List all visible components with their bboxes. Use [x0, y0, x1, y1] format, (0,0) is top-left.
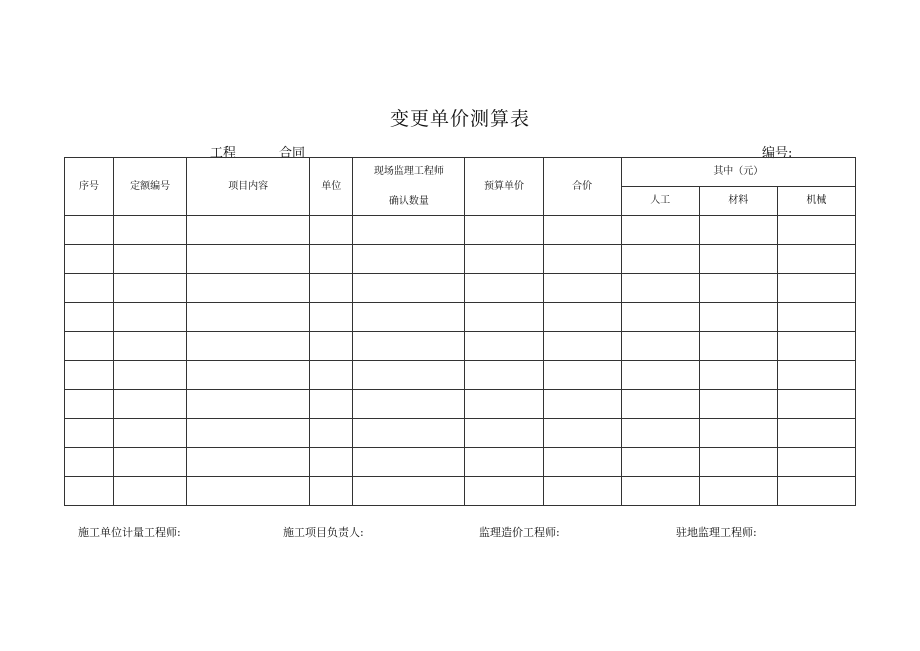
table-cell[interactable]	[699, 361, 777, 390]
table-cell[interactable]	[187, 477, 310, 506]
table-row	[65, 332, 856, 361]
table-row	[65, 419, 856, 448]
table-cell[interactable]	[310, 419, 353, 448]
unit-price-table	[64, 157, 856, 506]
table-cell[interactable]	[621, 448, 699, 477]
table-row	[65, 274, 856, 303]
table-cell[interactable]	[465, 274, 543, 303]
table-cell[interactable]	[543, 274, 621, 303]
header-labor: 人工	[621, 187, 699, 216]
contract-label: 合同	[279, 146, 306, 161]
table-cell[interactable]	[353, 419, 465, 448]
table-cell[interactable]	[465, 332, 543, 361]
table-cell[interactable]	[543, 332, 621, 361]
table-cell[interactable]	[353, 448, 465, 477]
header-breakdown: 其中（元）	[621, 158, 855, 187]
table-cell[interactable]	[465, 419, 543, 448]
table-cell[interactable]	[65, 332, 114, 361]
table-cell[interactable]	[699, 303, 777, 332]
table-cell[interactable]	[114, 332, 187, 361]
table-cell[interactable]	[65, 448, 114, 477]
table-cell[interactable]	[777, 216, 855, 245]
table-row	[65, 477, 856, 506]
table-cell[interactable]	[543, 390, 621, 419]
table-cell[interactable]	[699, 245, 777, 274]
table-cell[interactable]	[777, 419, 855, 448]
table-cell[interactable]	[187, 303, 310, 332]
table-cell[interactable]	[353, 274, 465, 303]
header-confirm-line1: 现场监理工程师	[373, 165, 444, 177]
table-cell[interactable]	[187, 216, 310, 245]
table-cell[interactable]	[310, 303, 353, 332]
table-cell[interactable]	[699, 390, 777, 419]
table-row	[65, 361, 856, 390]
header-budget-price: 预算单价	[465, 158, 543, 216]
table-cell[interactable]	[465, 448, 543, 477]
table-cell[interactable]	[114, 216, 187, 245]
table-body	[65, 216, 856, 506]
table-cell[interactable]	[777, 448, 855, 477]
table-cell[interactable]	[543, 361, 621, 390]
table-cell[interactable]	[465, 245, 543, 274]
table-cell[interactable]	[187, 390, 310, 419]
table-cell[interactable]	[353, 361, 465, 390]
table-cell[interactable]	[310, 274, 353, 303]
table-cell[interactable]	[187, 419, 310, 448]
table-cell[interactable]	[621, 390, 699, 419]
table-cell[interactable]	[65, 245, 114, 274]
table-cell[interactable]	[65, 477, 114, 506]
table-cell[interactable]	[543, 448, 621, 477]
number-label: 编号:	[762, 146, 793, 161]
table-cell[interactable]	[353, 390, 465, 419]
table-cell[interactable]	[353, 216, 465, 245]
header-seq: 序号	[65, 158, 114, 216]
header-material: 材料	[699, 187, 777, 216]
table-cell[interactable]	[310, 448, 353, 477]
header-machinery: 机械	[777, 187, 855, 216]
table-cell[interactable]	[187, 274, 310, 303]
table-cell[interactable]	[777, 361, 855, 390]
table-cell[interactable]	[777, 477, 855, 506]
table-row	[65, 303, 856, 332]
table-cell[interactable]	[114, 361, 187, 390]
table-cell[interactable]	[114, 448, 187, 477]
table-cell[interactable]	[621, 419, 699, 448]
table-cell[interactable]	[621, 245, 699, 274]
header-confirm-line2: 确认数量	[388, 195, 429, 207]
table-cell[interactable]	[621, 303, 699, 332]
header-quota-no: 定额编号	[114, 158, 187, 216]
header-total-price: 合价	[543, 158, 621, 216]
table-cell[interactable]	[65, 216, 114, 245]
table-row	[65, 245, 856, 274]
header-unit: 单位	[310, 158, 353, 216]
table-cell[interactable]	[114, 477, 187, 506]
table-row	[65, 216, 856, 245]
table-cell[interactable]	[187, 245, 310, 274]
table-cell[interactable]	[114, 390, 187, 419]
page-title: 变更单价测算表	[389, 108, 530, 130]
table-cell[interactable]	[65, 274, 114, 303]
signature-cost-supervisor: 监理造价工程师:	[479, 526, 560, 539]
table-cell[interactable]	[777, 390, 855, 419]
table-cell[interactable]	[114, 245, 187, 274]
table-cell[interactable]	[699, 274, 777, 303]
table-cell[interactable]	[699, 477, 777, 506]
table-cell[interactable]	[543, 216, 621, 245]
header-confirm-qty	[353, 158, 465, 216]
table-cell[interactable]	[65, 419, 114, 448]
table-cell[interactable]	[465, 390, 543, 419]
table-cell[interactable]	[353, 332, 465, 361]
table-cell[interactable]	[621, 361, 699, 390]
table-cell[interactable]	[353, 245, 465, 274]
table-cell[interactable]	[621, 216, 699, 245]
table-row	[65, 390, 856, 419]
table-cell[interactable]	[114, 274, 187, 303]
table-cell[interactable]	[187, 361, 310, 390]
table-row	[65, 448, 856, 477]
table-cell[interactable]	[699, 419, 777, 448]
table-cell[interactable]	[621, 332, 699, 361]
table-cell[interactable]	[114, 419, 187, 448]
table-cell[interactable]	[310, 477, 353, 506]
table-cell[interactable]	[465, 361, 543, 390]
table-cell[interactable]	[543, 477, 621, 506]
table-cell[interactable]	[777, 303, 855, 332]
table-cell[interactable]	[543, 419, 621, 448]
table-cell[interactable]	[465, 303, 543, 332]
table-cell[interactable]	[310, 390, 353, 419]
table-cell[interactable]	[543, 245, 621, 274]
signature-resident-supervisor: 驻地监理工程师:	[676, 526, 757, 539]
table-cell[interactable]	[187, 332, 310, 361]
project-label: 工程	[210, 146, 237, 161]
table-cell[interactable]	[65, 303, 114, 332]
signature-contractor-engineer: 施工单位计量工程师:	[78, 526, 181, 539]
table-cell[interactable]	[699, 448, 777, 477]
table-cell[interactable]	[699, 216, 777, 245]
table-cell[interactable]	[621, 274, 699, 303]
table-cell[interactable]	[621, 477, 699, 506]
table-cell[interactable]	[310, 245, 353, 274]
table-cell[interactable]	[310, 361, 353, 390]
table-cell[interactable]	[353, 303, 465, 332]
table-cell[interactable]	[699, 332, 777, 361]
table-cell[interactable]	[65, 361, 114, 390]
table-cell[interactable]	[187, 448, 310, 477]
header-item: 项目内容	[187, 158, 310, 216]
table-cell[interactable]	[465, 477, 543, 506]
table-cell[interactable]	[465, 216, 543, 245]
table-cell[interactable]	[777, 245, 855, 274]
table-cell[interactable]	[543, 303, 621, 332]
table-cell[interactable]	[777, 332, 855, 361]
table-cell[interactable]	[114, 303, 187, 332]
table-cell[interactable]	[353, 477, 465, 506]
table-cell[interactable]	[777, 274, 855, 303]
table-cell[interactable]	[310, 332, 353, 361]
table-cell[interactable]	[310, 216, 353, 245]
table-cell[interactable]	[65, 390, 114, 419]
signature-project-manager: 施工项目负责人:	[283, 526, 364, 539]
